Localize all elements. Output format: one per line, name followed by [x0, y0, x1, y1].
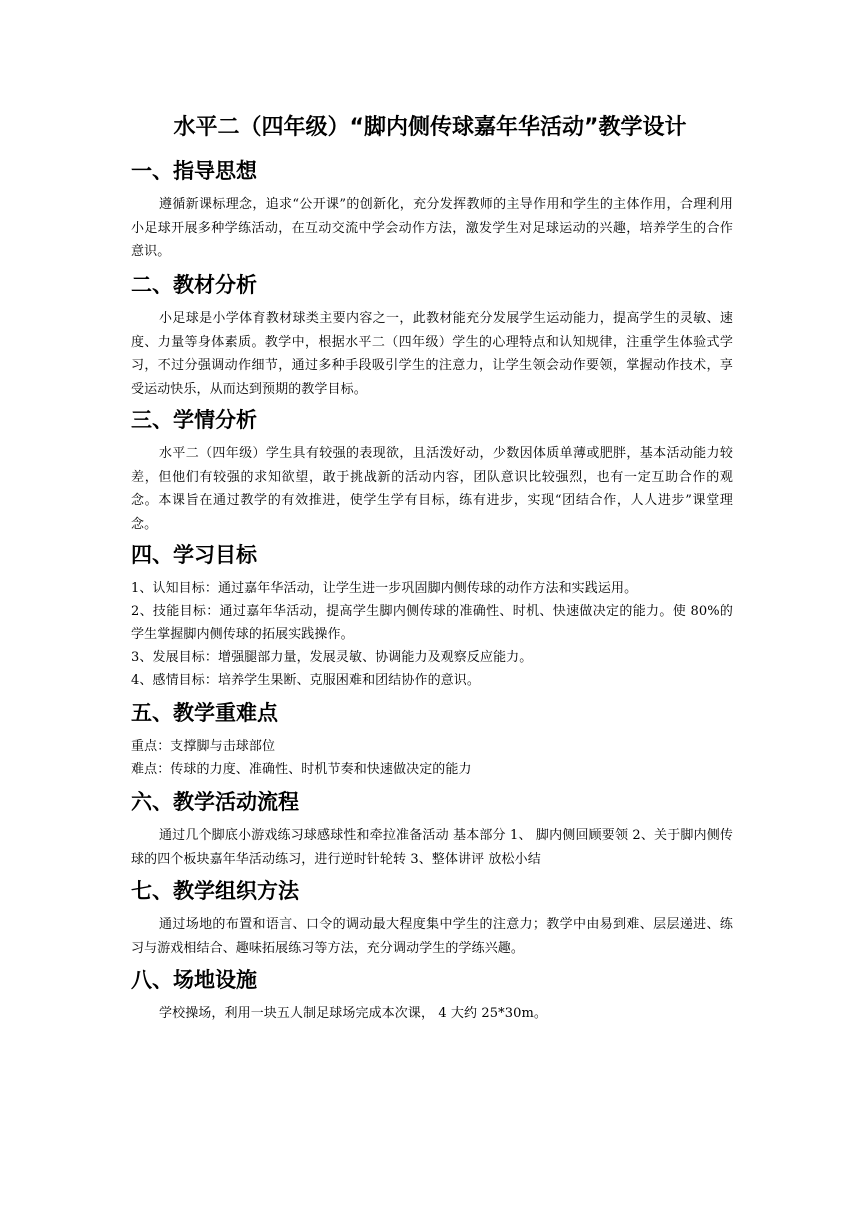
list-item: 难点：传球的力度、准确性、时机节奏和快速做决定的能力 [131, 762, 472, 777]
section-paragraph: 遵循新课标理念，追求“公开课”的创新化，充分发挥教师的主导作用和学生的主体作用，合理利用小足球开展多种学练活动，在互动交流中学会动作方法，激发学生对足球运动的兴趣，培养学生的合作意识。 [131, 197, 733, 259]
section-paragraph: 通过场地的布置和语言、口令的调动最大程度集中学生的注意力；教学中由易到难、层层递进、练习与游戏相结合、趣味拓展练习等方法，充分调动学生的学练兴趣。 [131, 917, 733, 956]
section-heading: 八、场地设施 [131, 968, 257, 992]
list-item: 4、感情目标：培养学生果断、克服困难和团结协作的意识。 [131, 673, 480, 688]
document-title: 水平二（四年级）“脚内侧传球嘉年华活动”教学设计 [173, 115, 687, 140]
list-item: 3、发展目标：增强腿部力量，发展灵敏、协调能力及观察反应能力。 [131, 650, 533, 665]
section-heading: 七、教学组织方法 [131, 879, 299, 903]
list-item: 1、认知目标：通过嘉年华活动，让学生进一步巩固脚内侧传球的动作方法和实践运用。 [131, 581, 638, 596]
section-guiding-ideology [131, 156, 733, 264]
section-paragraph: 小足球是小学体育教材球类主要内容之一，此教材能充分发展学生运动能力，提高学生的灵敏、速度、力量等身体素质。教学中，根据水平二（四年级）学生的心理特点和认知规律，注重学生体验式学习，不过分强调动作细节，通过多种手段吸引学生的注意力，让学生领会动作要领，掌握动作技术，享受运动快乐，从而达到预期的教学目标。 [131, 311, 733, 397]
section-venue-facilities [131, 965, 733, 1026]
section-heading: 六、教学活动流程 [131, 790, 299, 814]
section-paragraph: 学校操场，利用一块五人制足球场完成本次课， 4 大约 25*30m。 [159, 1006, 547, 1021]
section-paragraph: 通过几个脚底小游戏练习球感球性和牵拉准备活动 基本部分 1、 脚内侧回顾要领 2、关于脚内侧传球的四个板块嘉年华活动练习，进行逆时针轮转 3、整体讲评 放松小结 [131, 828, 733, 867]
section-heading: 四、学习目标 [131, 543, 257, 567]
section-textbook-analysis [131, 270, 733, 401]
section-paragraph: 水平二（四年级）学生具有较强的表现欲，且活泼好动，少数因体质单薄或肥胖，基本活动能力较差，但他们有较强的求知欲望，敢于挑战新的活动内容，团队意识比较强烈，也有一定互助合作的观念。本课旨在通过教学的有效推进，使学生学有目标，练有进步，实现“团结合作，人人进步”课堂理念。 [131, 446, 733, 532]
section-student-analysis [131, 405, 733, 536]
section-heading: 二、教材分析 [131, 273, 257, 297]
section-heading: 五、教学重难点 [131, 701, 278, 725]
section-organization-methods [131, 876, 733, 960]
section-heading: 一、指导思想 [131, 159, 257, 183]
list-item: 重点：支撑脚与击球部位 [131, 739, 276, 754]
section-activity-flow [131, 787, 733, 871]
list-item: 2、技能目标：通过嘉年华活动，提高学生脚内侧传球的准确性、时机、快速做决定的能力。使 80%的学生掌握脚内侧传球的拓展实践操作。 [131, 604, 733, 642]
section-heading: 三、学情分析 [131, 408, 257, 432]
section-learning-objectives [131, 540, 733, 692]
section-key-difficult-points [131, 698, 733, 781]
